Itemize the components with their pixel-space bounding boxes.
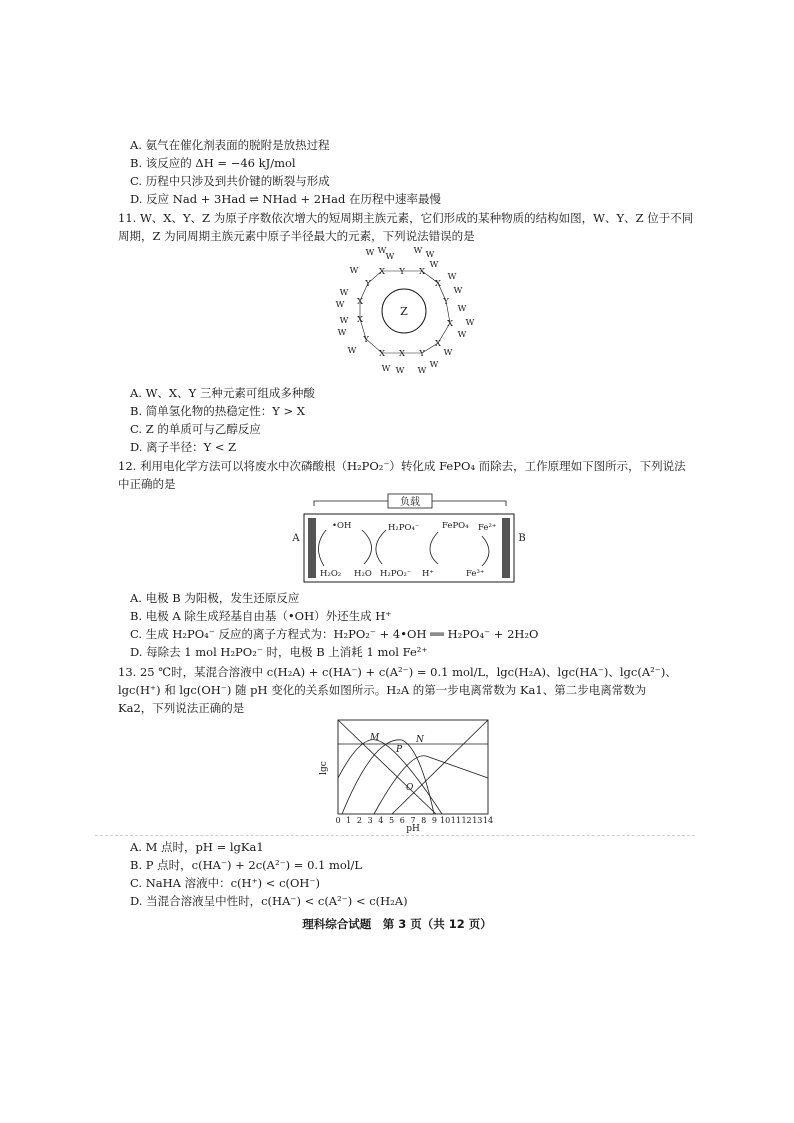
q11-structure-diagram — [330, 243, 490, 383]
species-labels — [320, 521, 496, 579]
svg-text:•OH: •OH — [332, 521, 352, 531]
q12-option-a: A. 电极 B 为阳极，发生还原反应 — [130, 591, 300, 605]
svg-text:Fe²⁺: Fe²⁺ — [478, 523, 497, 533]
x-tick-label: 1 — [346, 816, 352, 825]
point-n: N — [416, 735, 424, 745]
svg-text:H⁺: H⁺ — [422, 569, 434, 579]
svg-text:W: W — [365, 248, 375, 258]
svg-text:Y: Y — [365, 279, 371, 289]
q12-stem-line-2: 中正确的是 — [118, 477, 176, 491]
electrode-a-label: A — [292, 533, 300, 544]
x-tick-label: 8 — [421, 816, 427, 825]
svg-text:FePO₄: FePO₄ — [442, 521, 469, 531]
q10-option-c: C. 历程中只涉及到共价键的断裂与形成 — [130, 174, 330, 188]
x-tick-label: 4 — [378, 816, 384, 825]
svg-text:W: W — [337, 328, 347, 338]
svg-text:W: W — [457, 330, 467, 340]
chart-ylabel: lgc — [319, 761, 329, 775]
svg-text:X: X — [446, 319, 454, 329]
svg-text:W: W — [381, 364, 391, 374]
svg-text:W: W — [395, 366, 405, 376]
svg-text:W: W — [347, 346, 357, 356]
svg-text:Y: Y — [419, 349, 425, 359]
svg-text:H₂O: H₂O — [354, 569, 372, 579]
chart-frame — [338, 720, 488, 814]
x-tick-label: 0 — [335, 816, 341, 825]
svg-text:W: W — [417, 366, 427, 376]
q12-option-d: D. 每除去 1 mol H₂PO₂⁻ 时，电极 B 上消耗 1 mol Fe²⁺ — [130, 645, 428, 659]
q13-option-b: B. P 点时，c(HA⁻) + 2c(A²⁻) = 0.1 mol/L — [130, 858, 363, 872]
q11-stem-line-1: 11. W、X、Y、Z 为原子序数依次增大的短周期主族元素，它们形成的某种物质的结构如图，W、Y、Z 位于不同 — [118, 211, 694, 225]
chart-xlabel: pH — [406, 824, 420, 834]
x-tick-label: 5 — [389, 816, 395, 825]
x-tick-label: 3 — [367, 816, 373, 825]
q11-option-c: C. Z 的单质可与乙醇反应 — [130, 422, 261, 436]
q12-option-b: B. 电极 A 除生成羟基自由基（•OH）外还生成 H⁺ — [130, 609, 392, 623]
q13-option-d: D. 当混合溶液呈中性时，c(HA⁻) < c(A²⁻) < c(H₂A) — [130, 894, 408, 908]
svg-text:W: W — [335, 300, 345, 310]
q11-option-b: B. 简单氢化物的热稳定性：Y > X — [130, 404, 305, 418]
svg-text:Y: Y — [399, 267, 405, 277]
svg-text:W: W — [447, 272, 457, 282]
svg-text:W: W — [349, 266, 359, 276]
q12-option-c: C. 生成 H₂PO₄⁻ 反应的离子方程式为：H₂PO₂⁻ + 4•OH ══ H₂PO₄⁻ + 2H₂O — [130, 627, 539, 641]
svg-text:W: W — [429, 260, 439, 270]
x-tick-label: 9 — [431, 816, 437, 825]
q10-option-a: A. 氨气在催化剂表面的脱附是放热过程 — [130, 138, 330, 152]
svg-text:W: W — [443, 348, 453, 358]
svg-text:W: W — [339, 316, 349, 326]
curve-h2a — [338, 740, 442, 814]
x-tick-labels — [335, 816, 493, 825]
x-tick-label: 11 — [450, 816, 461, 825]
svg-text:X: X — [356, 315, 364, 325]
q10-option-d: D. 反应 Nad + 3Had ⇌ NHad + 2Had 在历程中速率最慢 — [130, 192, 441, 206]
page-footer: 理科综合试题 第 3 页（共 12 页） — [302, 917, 492, 931]
svg-text:X: X — [418, 267, 426, 277]
q12-stem-line-1: 12. 利用电化学方法可以将废水中次磷酸根（H₂PO₂⁻）转化成 FePO₄ 而除去，工作原理如下图所示，下列说法 — [118, 459, 686, 473]
q12-electrolysis-diagram — [290, 492, 530, 586]
svg-text:H₂PO₂⁻: H₂PO₂⁻ — [380, 569, 412, 579]
svg-text:W: W — [385, 252, 395, 262]
q10-option-b: B. 该反应的 ΔH = −46 kJ/mol — [130, 156, 296, 170]
svg-text:W: W — [465, 318, 475, 328]
x-tick-label: 2 — [356, 816, 362, 825]
svg-text:X: X — [378, 349, 386, 359]
point-o: O — [406, 783, 414, 793]
svg-text:H₂O₂: H₂O₂ — [320, 569, 342, 579]
svg-text:X: X — [398, 349, 406, 359]
svg-text:Y: Y — [363, 335, 369, 345]
svg-text:X: X — [378, 267, 386, 277]
q13-stem-line-1: 13. 25 ℃时，某混合溶液中 c(H₂A) + c(HA⁻) + c(A²⁻) = 0.1 mol/L，lgc(H₂A)、lgc(HA⁻)、lgc(A²⁻)、 — [118, 665, 677, 679]
svg-text:W: W — [457, 304, 467, 314]
electrode-b-label: B — [518, 533, 526, 544]
curve-group — [338, 720, 488, 814]
line-oh — [392, 720, 488, 814]
q13-option-c: C. NaHA 溶液中：c(H⁺) < c(OH⁻) — [130, 876, 321, 890]
electrode-a — [308, 518, 316, 578]
structure-center-label: Z — [400, 305, 408, 318]
svg-text:W: W — [429, 360, 439, 370]
q11-option-a: A. W、X、Y 三种元素可组成多种酸 — [130, 386, 315, 400]
q13-option-a: A. M 点时，pH = lgKa1 — [130, 840, 264, 854]
electrode-b — [502, 518, 510, 578]
svg-text:H₂PO₄⁻: H₂PO₄⁻ — [388, 523, 420, 533]
svg-text:X: X — [434, 339, 442, 349]
q13-stem-line-3: Ka2，下列说法正确的是 — [118, 701, 245, 715]
q11-stem-line-2: 周期，Z 为同周期主族元素中原子半径最大的元素，下列说法错误的是 — [118, 229, 475, 243]
x-tick-label: 7 — [410, 816, 416, 825]
svg-text:Y: Y — [443, 297, 449, 307]
load-label: 负载 — [400, 497, 420, 508]
svg-text:X: X — [434, 279, 442, 289]
svg-text:W: W — [377, 246, 387, 256]
svg-text:W: W — [425, 250, 435, 260]
svg-text:W: W — [453, 286, 463, 296]
cycle-arrows — [318, 530, 489, 566]
curve-a2 — [374, 756, 488, 814]
x-tick-label: 13 — [472, 816, 483, 825]
svg-text:W: W — [413, 246, 423, 256]
q11-option-d: D. 离子半径：Y < Z — [130, 440, 237, 454]
x-tick-label: 6 — [399, 816, 405, 825]
point-labels — [369, 733, 425, 793]
x-tick-label: 12 — [461, 816, 472, 825]
separator-line — [95, 835, 695, 836]
svg-text:W: W — [339, 288, 349, 298]
q13-lgc-ph-chart — [316, 716, 502, 834]
x-tick-label: 10 — [440, 816, 451, 825]
svg-text:Fe³⁺: Fe³⁺ — [466, 569, 485, 579]
svg-text:X: X — [356, 297, 364, 307]
point-m: M — [370, 733, 380, 743]
q13-stem-line-2: lgc(H⁺) 和 lgc(OH⁻) 随 pH 变化的关系如图所示。H₂A 的第一步电离常数为 Ka1、第二步电离常数为 — [118, 683, 647, 697]
point-p: P — [396, 745, 403, 755]
x-tick-label: 14 — [482, 816, 494, 825]
